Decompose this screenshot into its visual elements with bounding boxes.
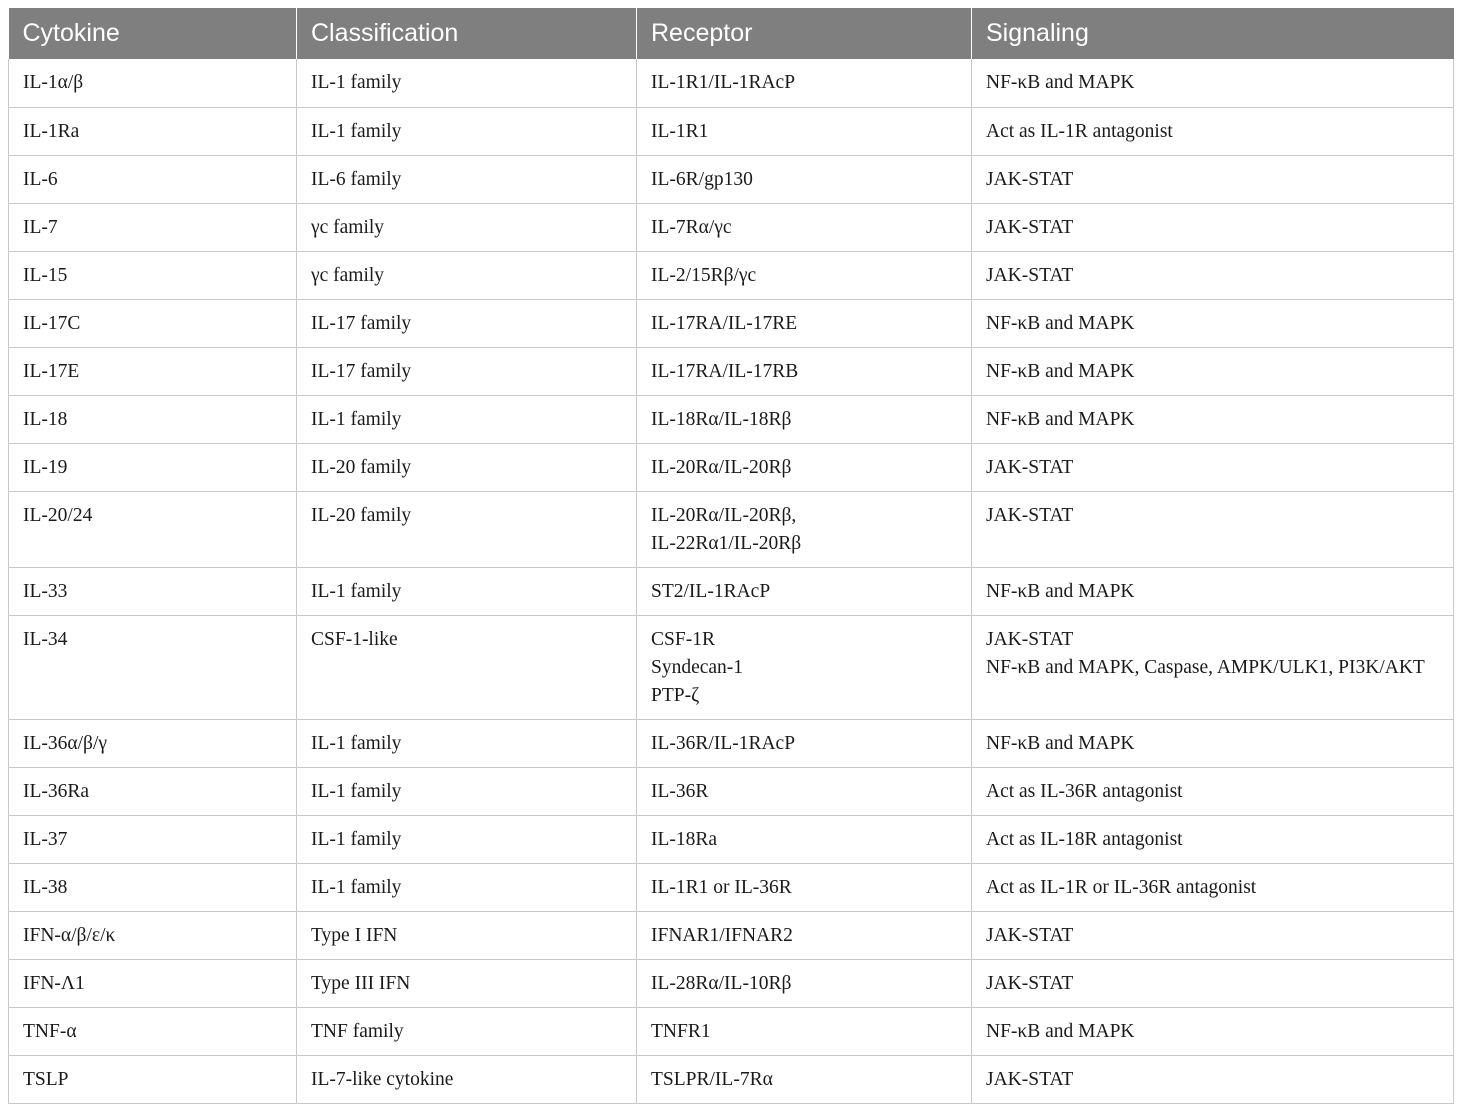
signaling-line: JAK-STAT	[986, 972, 1074, 994]
cell-receptor	[637, 719, 972, 767]
table-row	[9, 815, 1454, 863]
table-row	[9, 491, 1454, 567]
cell-signaling	[972, 107, 1454, 155]
cell-cytokine: IL-20/24	[9, 491, 297, 567]
header-row	[9, 8, 1454, 59]
signaling-line: Act as IL-1R or IL-36R antagonist	[986, 876, 1257, 898]
receptor-line: ST2/IL-1RAcP	[651, 580, 771, 602]
cell-signaling	[972, 1007, 1454, 1055]
cell-cytokine: IL-6	[9, 155, 297, 203]
cell-cytokine: IL-36Ra	[9, 767, 297, 815]
receptor-line: IL-22Rα1/IL-20Rβ	[651, 532, 802, 554]
header-cytokine: Cytokine	[9, 8, 297, 59]
cell-receptor	[637, 1055, 972, 1103]
cell-signaling	[972, 347, 1454, 395]
table-row	[9, 767, 1454, 815]
receptor-line: IL-36R	[651, 780, 709, 802]
table-row	[9, 395, 1454, 443]
signaling-line: JAK-STAT	[986, 924, 1074, 946]
cell-classification: IL-1 family	[297, 815, 637, 863]
cell-cytokine: IL-7	[9, 203, 297, 251]
receptor-line: IL-1R1	[651, 120, 709, 142]
cell-classification: IL-1 family	[297, 567, 637, 615]
signaling-line: Act as IL-18R antagonist	[986, 828, 1183, 850]
table-row	[9, 203, 1454, 251]
cell-receptor	[637, 1007, 972, 1055]
receptor-line: IL-20Rα/IL-20Rβ,	[651, 504, 797, 526]
cell-signaling	[972, 395, 1454, 443]
cell-signaling	[972, 1055, 1454, 1103]
receptor-line: IFNAR1/IFNAR2	[651, 924, 793, 946]
cell-signaling	[972, 567, 1454, 615]
cell-classification: IL-20 family	[297, 491, 637, 567]
signaling-line: JAK-STAT	[986, 456, 1074, 478]
receptor-line: IL-17RA/IL-17RE	[651, 312, 798, 334]
cell-cytokine: IL-1Ra	[9, 107, 297, 155]
signaling-line: JAK-STAT	[986, 628, 1074, 650]
cell-classification: IL-1 family	[297, 395, 637, 443]
cell-receptor	[637, 59, 972, 107]
receptor-line: IL-20Rα/IL-20Rβ	[651, 456, 792, 478]
header-signaling: Signaling	[972, 8, 1454, 59]
receptor-line: IL-18Ra	[651, 828, 718, 850]
cell-classification: Type I IFN	[297, 911, 637, 959]
cell-signaling	[972, 491, 1454, 567]
table-header	[9, 8, 1454, 59]
signaling-line: NF-κB and MAPK	[986, 312, 1135, 334]
cell-cytokine: IFN-Λ1	[9, 959, 297, 1007]
cell-cytokine: IL-1α/β	[9, 59, 297, 107]
signaling-line: JAK-STAT	[986, 504, 1074, 526]
signaling-line: NF-κB and MAPK	[986, 732, 1135, 754]
receptor-line: IL-17RA/IL-17RB	[651, 360, 799, 382]
cell-receptor	[637, 815, 972, 863]
cell-signaling	[972, 767, 1454, 815]
signaling-line: JAK-STAT	[986, 264, 1074, 286]
table-row	[9, 107, 1454, 155]
cell-classification: TNF family	[297, 1007, 637, 1055]
cell-receptor	[637, 567, 972, 615]
cell-signaling	[972, 615, 1454, 719]
cell-receptor	[637, 443, 972, 491]
cell-classification: IL-1 family	[297, 719, 637, 767]
table-row	[9, 443, 1454, 491]
cell-signaling	[972, 911, 1454, 959]
cell-receptor	[637, 863, 972, 911]
cell-cytokine: IL-17E	[9, 347, 297, 395]
cell-classification: Type III IFN	[297, 959, 637, 1007]
cell-signaling	[972, 299, 1454, 347]
receptor-line: IL-2/15Rβ/γc	[651, 264, 757, 286]
cell-cytokine: IL-15	[9, 251, 297, 299]
cell-classification: IL-1 family	[297, 59, 637, 107]
cell-cytokine: IL-33	[9, 567, 297, 615]
receptor-line: IL-6R/gp130	[651, 168, 753, 190]
receptor-line: IL-28Rα/IL-10Rβ	[651, 972, 792, 994]
cell-receptor	[637, 491, 972, 567]
cell-classification: IL-1 family	[297, 863, 637, 911]
cell-signaling	[972, 251, 1454, 299]
cell-receptor	[637, 155, 972, 203]
table-row	[9, 1055, 1454, 1103]
cell-classification: CSF-1-like	[297, 615, 637, 719]
table-row	[9, 911, 1454, 959]
table-row	[9, 567, 1454, 615]
cell-classification: IL-7-like cytokine	[297, 1055, 637, 1103]
signaling-line: NF-κB and MAPK	[986, 580, 1135, 602]
cell-cytokine: IL-19	[9, 443, 297, 491]
signaling-line: NF-κB and MAPK	[986, 1020, 1135, 1042]
receptor-line: Syndecan-1	[651, 656, 744, 678]
cell-cytokine: IL-38	[9, 863, 297, 911]
cell-signaling	[972, 719, 1454, 767]
signaling-line: Act as IL-36R antagonist	[986, 780, 1183, 802]
cell-signaling	[972, 863, 1454, 911]
table-row	[9, 615, 1454, 719]
cell-signaling	[972, 155, 1454, 203]
receptor-line: IL-18Rα/IL-18Rβ	[651, 408, 792, 430]
receptor-line: PTP-ζ	[651, 684, 700, 706]
cell-cytokine: TNF-α	[9, 1007, 297, 1055]
cell-classification: IL-1 family	[297, 767, 637, 815]
receptor-line: TNFR1	[651, 1020, 711, 1042]
cytokine-table	[8, 8, 1454, 1104]
table-row	[9, 719, 1454, 767]
signaling-line: JAK-STAT	[986, 168, 1074, 190]
cell-signaling	[972, 959, 1454, 1007]
cell-classification: IL-6 family	[297, 155, 637, 203]
cell-cytokine: TSLP	[9, 1055, 297, 1103]
cell-signaling	[972, 815, 1454, 863]
cell-classification: IL-20 family	[297, 443, 637, 491]
table-row	[9, 1007, 1454, 1055]
cell-receptor	[637, 203, 972, 251]
cell-receptor	[637, 299, 972, 347]
table-row	[9, 863, 1454, 911]
cell-receptor	[637, 107, 972, 155]
cell-cytokine: IFN-α/β/ε/κ	[9, 911, 297, 959]
signaling-line: JAK-STAT	[986, 216, 1074, 238]
cell-cytokine: IL-18	[9, 395, 297, 443]
cell-classification: IL-1 family	[297, 107, 637, 155]
cell-receptor	[637, 395, 972, 443]
signaling-line: NF-κB and MAPK	[986, 360, 1135, 382]
receptor-line: IL-36R/IL-1RAcP	[651, 732, 796, 754]
cell-receptor	[637, 251, 972, 299]
cell-receptor	[637, 615, 972, 719]
signaling-line: NF-κB and MAPK, Caspase, AMPK/ULK1, PI3K/AKT	[986, 656, 1425, 678]
cell-receptor	[637, 911, 972, 959]
cell-signaling	[972, 59, 1454, 107]
table-row	[9, 155, 1454, 203]
signaling-line: NF-κB and MAPK	[986, 408, 1135, 430]
header-receptor: Receptor	[637, 8, 972, 59]
header-classification: Classification	[297, 8, 637, 59]
receptor-line: CSF-1R	[651, 628, 715, 650]
table-row	[9, 299, 1454, 347]
receptor-line: TSLPR/IL-7Rα	[651, 1068, 773, 1090]
signaling-line: Act as IL-1R antagonist	[986, 120, 1173, 142]
receptor-line: IL-7Rα/γc	[651, 216, 732, 238]
table-row	[9, 251, 1454, 299]
signaling-line: JAK-STAT	[986, 1068, 1074, 1090]
cell-cytokine: IL-34	[9, 615, 297, 719]
table-body	[9, 59, 1454, 1103]
cell-classification: γc family	[297, 203, 637, 251]
receptor-line: IL-1R1/IL-1RAcP	[651, 72, 796, 93]
cell-signaling	[972, 203, 1454, 251]
cell-receptor	[637, 959, 972, 1007]
cell-classification: IL-17 family	[297, 299, 637, 347]
table-row	[9, 59, 1454, 107]
cell-signaling	[972, 443, 1454, 491]
cell-cytokine: IL-36α/β/γ	[9, 719, 297, 767]
cell-receptor	[637, 347, 972, 395]
receptor-line: IL-1R1 or IL-36R	[651, 876, 792, 898]
cell-classification: IL-17 family	[297, 347, 637, 395]
cell-cytokine: IL-37	[9, 815, 297, 863]
cell-classification: γc family	[297, 251, 637, 299]
table-row	[9, 347, 1454, 395]
cytokine-table-container	[8, 8, 1453, 1104]
table-row	[9, 959, 1454, 1007]
signaling-line: NF-κB and MAPK	[986, 72, 1135, 93]
cell-cytokine: IL-17C	[9, 299, 297, 347]
cell-receptor	[637, 767, 972, 815]
